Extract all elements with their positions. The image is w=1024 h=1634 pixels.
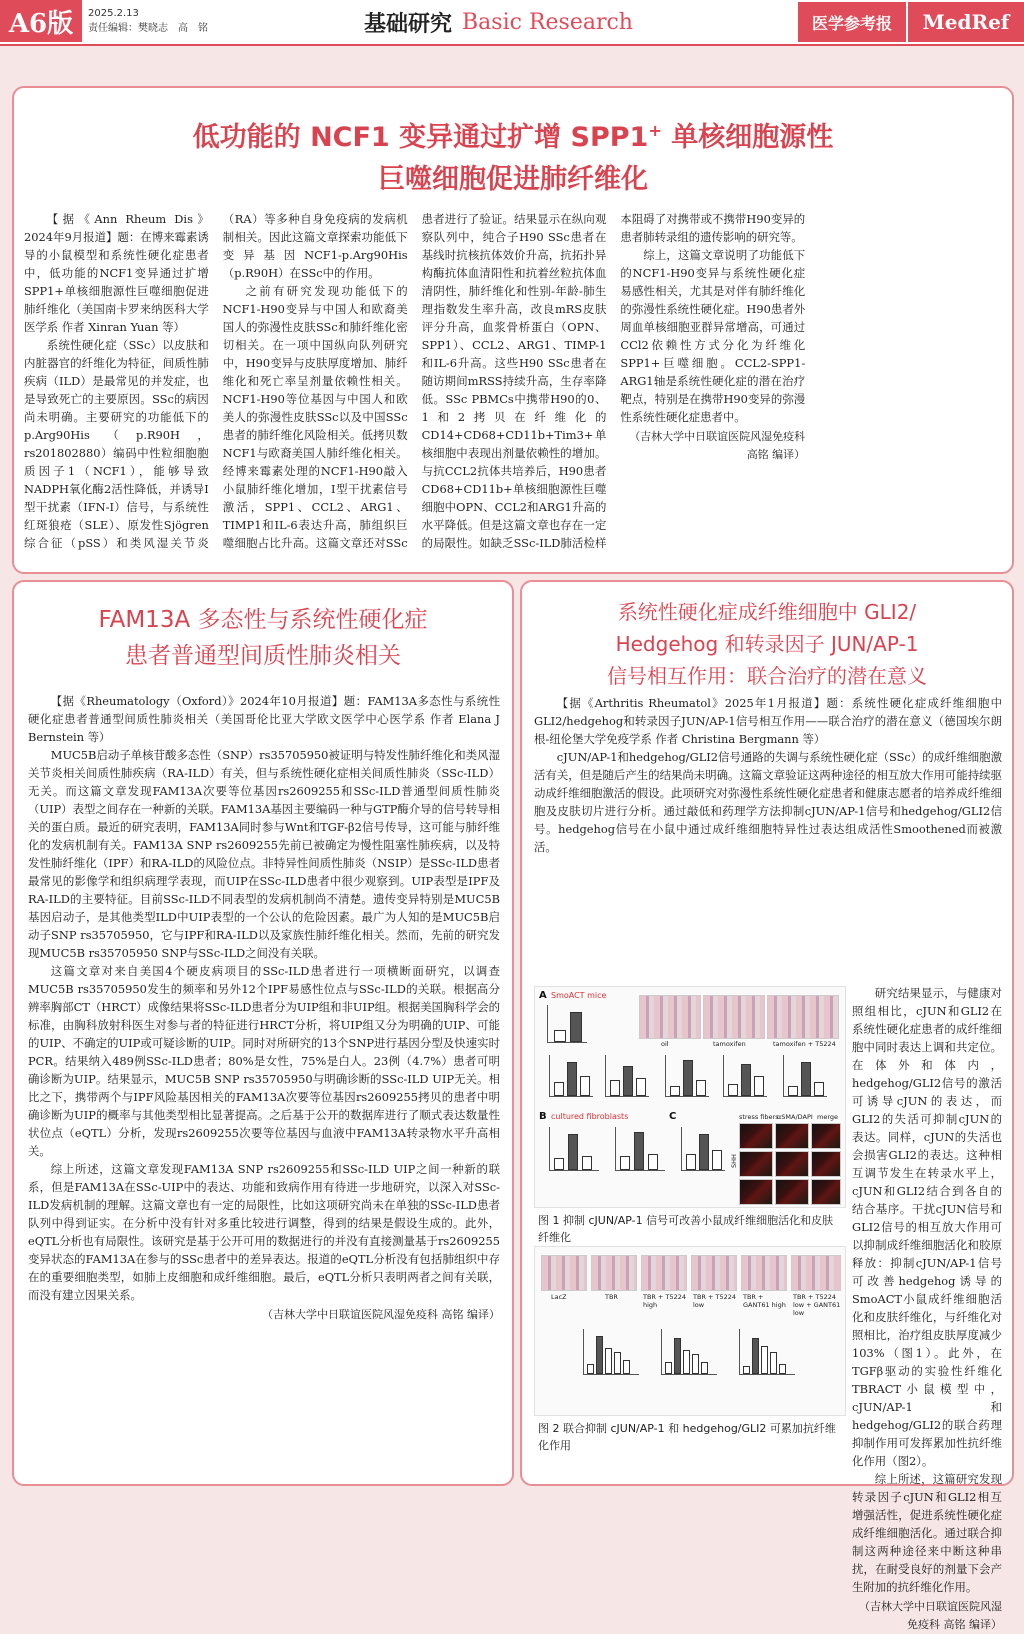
bar-chart bbox=[615, 1127, 665, 1171]
figure-2 bbox=[534, 1246, 846, 1416]
brand-logo-en: MedRef bbox=[908, 2, 1024, 42]
fluorescence-image bbox=[811, 1151, 841, 1177]
panel-b-letter: B bbox=[539, 1111, 547, 1122]
article-ncf1-title bbox=[14, 110, 1012, 201]
panel-a-chart bbox=[547, 1005, 587, 1043]
paragraph: 之前有研究发现功能低下的NCF1-H90变异与中国人和欧裔美国人的弥漫性皮肤SSc和肺纤维化密切相关。在一项中国纵向队列研究中，H90变异与皮肤厚度增加、肺纤维化和死亡率呈剂量依赖性相关。NCF1-H90等位基因与中国人和欧美人的弥漫性皮肤SSc以及中国SSc患者的肺纤维化风险相关。低拷贝数NCF1与欧裔美国人肺纤维化相关。经博来霉素处理的NCF1-H90敲入小鼠肺纤维化增加，I型干扰素信号激活，SPP1、CCL2、ARG1、TIMP1和IL-6表达升高，肺组织巨噬细胞占比升高。这篇文章还对SSc患者进行了验证。结果显示在纵向观察队列中，纯合子H90 SSc患者在基线时抗核抗体效价升高，抗拓扑异构酶抗体血清阳性和抗着丝粒抗体血清阴性，肺纤维化和性别-年龄-肺生理指数发生率升高，改良mRS皮肤评分升高，血浆骨桥蛋白（OPN、SPP1）、CCL2、ARG1、TIMP-1和IL-6升高。这些H90 SSc患者在随访期间mRSS持续升高，生存率降低。SSc PBMCs中携带H90的0、1和2拷贝在纤维化的CD14+CD68+CD11b+Tim3+单核细胞中表现出剂量依赖性的增加。与抗CCL2抗体共培养后，H90患者CD68+CD11b+单核细胞源性巨噬细胞中OPN、CCL2和ARG1升高的水平降低。但是这篇文章也存在一定的局限性。如缺乏SSc-ILD肺活检样本阻碍了对携带或不携带H90变异的患者肺转录组的遗传影响的研究等。 bbox=[222, 212, 806, 550]
brand-logo-cn: 医学参考报 bbox=[798, 2, 906, 42]
section-title-cn: 基础研究 bbox=[364, 11, 453, 37]
bar-chart bbox=[605, 1055, 649, 1097]
article-gli2-body-top bbox=[534, 694, 1002, 856]
bar bbox=[648, 1154, 658, 1170]
histology-image bbox=[691, 1255, 737, 1291]
paragraph: cJUN/AP-1和hedgehog/GLI2信号通路的失调与系统性硬化症（SSc）的成纤维细胞激活有关，但是随后产生的结果尚未明确。这篇文章验证这两种途径的相互放大作用可能持续驱动成纤维细胞激活的假设。此项研究对弥漫性系统性硬化症患者和健康志愿者的培养成纤维细胞及皮肤切片进行分析。通过敲低和药理学方法抑制cJUN/AP-1信号和hedgehog/GLI2信号。hedgehog信号在小鼠中通过成纤维细胞特异性过表达组成活性Smoothened而被激活。 bbox=[534, 750, 1002, 854]
label-tbr-t5224-low: TBR + T5224 low bbox=[693, 1293, 737, 1309]
label-tbr: TBR bbox=[605, 1293, 618, 1301]
bar-chart bbox=[661, 1329, 717, 1375]
label-tamoxifen-t5224: tamoxifen + T5224 bbox=[773, 1040, 836, 1048]
histology-image bbox=[791, 1255, 841, 1291]
bar bbox=[788, 1086, 798, 1096]
bar bbox=[670, 1086, 680, 1096]
label-lacz: LacZ bbox=[551, 1293, 567, 1301]
title-line-2: Hedgehog 和转录因子 JUN/AP-1 bbox=[615, 632, 919, 656]
article-ncf1 bbox=[12, 86, 1014, 574]
bar bbox=[554, 1030, 566, 1042]
bar bbox=[779, 1364, 786, 1374]
paragraph: 研究结果显示，与健康对照组相比，cJUN和GLI2在系统性硬化症患者的成纤维细胞中同时表达上调和共定位。在体外和体内，hedgehog/GLI2信号的激活可诱导cJUN的表达，而GLI2的失活可抑制cJUN的表达。同样，cJUN的失活也会损害GLI2的表达。这种相互调节发生在转录水平上，cJUN和GLI2结合到各自的结合基序。干扰cJUN信号和GLI2信号的相互放大作用可以抑制成纤维细胞活化和胶原释放：抑制cJUN/AP-1信号可改善hedgehog诱导的SmoACT小鼠成纤维细胞活化和皮肤纤维化，与纤维化对照相比，治疗组皮肤厚度减少103%（图1）。此外，在TGFβ驱动的实验性纤维化TBRACT小鼠模型中，cJUN/AP-1和hedgehog/GLI2的联合药理抑制作用可发挥累加性抗纤维化作用（图2）。 bbox=[852, 986, 1002, 1468]
bar-chart bbox=[549, 1127, 599, 1171]
bar bbox=[596, 1336, 603, 1374]
title-line-2: 巨噬细胞促进肺纤维化 bbox=[378, 164, 648, 195]
article-credit: （吉林大学中日联谊医院风湿免疫科 高铭 编译） bbox=[629, 430, 806, 461]
bar bbox=[610, 1080, 620, 1096]
histology-image bbox=[591, 1255, 637, 1291]
bar bbox=[620, 1156, 630, 1170]
bar bbox=[665, 1362, 672, 1374]
histology-image bbox=[541, 1255, 587, 1291]
fluorescence-image bbox=[739, 1179, 773, 1205]
section-title-en: Basic Research bbox=[462, 9, 633, 35]
bar bbox=[692, 1354, 699, 1374]
label-shh: SHH bbox=[729, 1154, 738, 1168]
label-merge: merge bbox=[817, 1113, 839, 1121]
bar bbox=[752, 1338, 759, 1374]
bar bbox=[614, 1352, 621, 1374]
label-tbr-combo: TBR + T5224 low + GANT61 low bbox=[793, 1293, 841, 1317]
bar bbox=[770, 1352, 777, 1374]
histology-image bbox=[641, 1255, 687, 1291]
article-fam13a-body bbox=[28, 692, 500, 1324]
edition-badge: A6版 bbox=[0, 0, 82, 42]
bar bbox=[623, 1360, 630, 1374]
article-fam13a-title bbox=[14, 602, 512, 674]
paragraph: 【据《Ann Rheum Dis》2024年9月报道】题：在博来霉素诱导的小鼠模型和系统性硬化症患者中，低功能的NCF1变异通过扩增SPP1+单核细胞源性巨噬细胞促进肺纤维化（美国南卡罗来纳医科大学医学系 作者 Xinran Yuan 等） bbox=[24, 212, 209, 334]
article-gli2 bbox=[520, 580, 1014, 1631]
bar bbox=[712, 1150, 722, 1170]
figure-1 bbox=[534, 986, 846, 1208]
header-meta bbox=[88, 6, 208, 36]
bar bbox=[761, 1346, 768, 1374]
bar-chart bbox=[549, 1055, 593, 1097]
header-divider bbox=[0, 44, 1024, 46]
bar bbox=[570, 1012, 582, 1042]
histology-image-tamoxifen bbox=[703, 995, 765, 1039]
bar bbox=[587, 1364, 594, 1374]
bar bbox=[728, 1084, 738, 1096]
title-line-1: 系统性硬化症成纤维细胞中 GLI2/ bbox=[617, 600, 917, 624]
fluorescence-image bbox=[739, 1123, 773, 1149]
bar-chart bbox=[681, 1127, 725, 1171]
title-line-3: 信号相互作用：联合治疗的潜在意义 bbox=[607, 664, 927, 688]
bar bbox=[568, 1134, 578, 1170]
bar bbox=[696, 1080, 706, 1096]
bar bbox=[683, 1350, 690, 1374]
bar bbox=[674, 1338, 681, 1374]
fluorescence-image bbox=[775, 1123, 809, 1149]
issue-date: 2025.2.13 bbox=[88, 8, 139, 19]
histology-image bbox=[741, 1255, 787, 1291]
bar bbox=[580, 1076, 590, 1096]
page-header bbox=[0, 0, 1024, 46]
bar bbox=[743, 1366, 750, 1374]
bar bbox=[554, 1082, 564, 1096]
bar bbox=[623, 1066, 633, 1096]
label-oil: oil bbox=[661, 1040, 669, 1048]
bar-chart bbox=[665, 1055, 709, 1097]
article-gli2-title bbox=[522, 596, 1012, 692]
label-tbr-t5224: TBR + T5224 high bbox=[643, 1293, 687, 1309]
bar bbox=[582, 1156, 592, 1170]
paragraph: 系统性硬化症（SSc）以皮肤和内脏器官的纤维化为特征，间质性肺疾病（ILD）是最常见的并发症，也是导致死亡的主要原因。SSc的病因尚未明确。主要研究的功能低下的p.Arg90His（p.R90H，rs201802880）编码中性粒细胞胞质因子1（NCF1），能够导致NADPH氧化酶2活性降低，并诱导I型干扰素（IFN-I）信号，与系统性红斑狼疮（SLE）、原发性Sjögren综合征（pSS）和类风湿关节炎（RA）等多种自身免疫病的发病机制相关。因此这篇文章探索功能低下变异基因NCF1-p.Arg90His（p.R90H）在SSc中的作用。 bbox=[24, 212, 408, 550]
section-title bbox=[364, 4, 633, 40]
paragraph: 综上所述，这篇文章发现FAM13A SNP rs2609255和SSc-ILD UIP之间一种新的联系，但是FAM13A在SSc-UIP中的表达、功能和致病作用有待进一步地研究，以深入对SSc-ILD发病机制的理解。这篇文章也有一定的局限性，比如这项研究尚未在单独的SSc-ILD患者队列中得到证实。在分析中没有针对多重比较进行调整，得到的结果是假设生成的。此外，eQTL分析也有局限性。该研究是基于公开可用的数据进行的并没有直接测量基于rs2609255变异状态的FAM13A在参与的SSc患者中的差异表达。报道的eQTL分析没有包括肺组织中存在的重要细胞类型，如肺上皮细胞和成纤维细胞。最后，eQTL分析只表明两者之间有关联，而没有建立因果关系。 bbox=[28, 1162, 500, 1302]
bar bbox=[754, 1076, 764, 1096]
bar bbox=[741, 1064, 751, 1096]
bar bbox=[814, 1082, 824, 1096]
paragraph: 综上所述，这篇研究发现转录因子cJUN和GLI2相互增强活性，促进系统性硬化症成纤维细胞活化。通过联合抑制这两种途径来中断这种串扰，在耐受良好的剂量下会产生附加的抗纤维化作用。 bbox=[852, 1472, 1002, 1594]
bar-chart bbox=[783, 1055, 827, 1097]
fluorescence-image bbox=[811, 1123, 841, 1149]
article-ncf1-body bbox=[24, 210, 1004, 566]
title-line-1-end: 单核细胞源性 bbox=[661, 122, 834, 153]
panel-c-letter: C bbox=[669, 1111, 677, 1122]
bar bbox=[554, 1158, 564, 1170]
bar bbox=[699, 1134, 709, 1170]
paragraph: 【据《Rheumatology（Oxford）》2024年10月报道】题：FAM13A多态性与系统性硬化症患者普通型间质性肺炎相关（美国哥伦比亚大学欧文医学中心医学系 作者 Elana J Bernstein 等） bbox=[28, 694, 500, 744]
figure-1-caption: 图 1 抑制 cJUN/AP-1 信号可改善小鼠成纤维细胞活化和皮肤纤维化 bbox=[538, 1214, 834, 1244]
bar bbox=[567, 1062, 577, 1096]
article-credit: （吉林大学中日联谊医院风湿免疫科 高铭 编译） bbox=[262, 1308, 500, 1321]
paragraph: MUC5B启动子单核苷酸多态性（SNP）rs35705950被证明与特发性肺纤维化和类风湿关节炎相关间质性肺疾病（RA-ILD）有关，但与系统性硬化症相关间质性肺炎（SSc-ILD）无关。而这篇文章发现FAM13A次要等位基因rs2609255和SSc-ILD普通型间质性肺炎（UIP）表型之间存在一种新的关联。FAM13A基因主要编码一种与GTP酶介导的信号转导相关的蛋白质。最近的研究表明，FAM13A同时参与Wnt和TGF-β2信号传导，这可能与肺纤维化的发病机制有关。FAM13A SNP rs2609255先前已被确定为慢性阻塞性肺疾病，以及特发性肺纤维化（IPF）和RA-ILD的风险位点。非特异性间质性肺炎（NSIP）是SSc-ILD患者最常见的影像学和组织病理学表现，而UIP在SSc-ILD患者中很少观察到。UIP表型是IPF及RA-ILD的主要特征。目前SSc-ILD不同表型的发病机制尚不清楚。遗传变异特别是MUC5B基因启动子，是其他类型ILD中UIP表型的一个公认的危险因素。最广为人知的是MUC5B启动子SNP rs35705950，它与IPF和RA-ILD以及家族性肺纤维化相关。然而，先前的研究发现MUC5B rs35705950 SNP与SSc-ILD之间没有关联。 bbox=[28, 748, 500, 960]
title-line-1: 低功能的 NCF1 变异通过扩增 SPP1 bbox=[192, 122, 649, 153]
paragraph: 【据《Arthritis Rheumatol》2025年1月报道】题：系统性硬化症成纤维细胞中GLI2/hedgehog和转录因子JUN/AP-1信号相互作用——联合治疗的潜在意义（德国埃尔朗根-纽伦堡大学免疫学系 作者 Christina Bergmann 等） bbox=[534, 696, 1002, 746]
fluorescence-image bbox=[739, 1151, 773, 1177]
bar bbox=[701, 1362, 708, 1374]
panel-a-letter: A bbox=[539, 990, 547, 1001]
label-asma-dapi: αSMA/DAPI bbox=[777, 1113, 813, 1121]
bar bbox=[634, 1132, 644, 1170]
article-gli2-body-side bbox=[852, 984, 1002, 1634]
bar-chart bbox=[723, 1055, 767, 1097]
paragraph: 这篇文章对来自美国4个硬皮病项目的SSc-ILD患者进行一项横断面研究，以调查MUC5B rs35705950发生的频率和另外12个IPF易感性位点与SSc-ILD的关联。根据高分辨率胸部CT（HRCT）成像结果将SSc-ILD患者分为UIP组和非UIP组。根据美国胸科学会的标准，由胸科放射科医生对参与者的特征进行HRCT分析，将UIP组又分为明确的UIP、可能的UIP、不确定的UIP或可疑诊断的UIP。同时对所研究的13个SNP进行基因分型及快速实时PCR。结果纳入489例SSc-ILD患者；80%是女性，75%是白人。23例（4.7%）患者可明确诊断为UIP。结果显示，MUC5B SNP rs35705950与明确诊断的SSc-ILD UIP无关。相比之下，携带两个与IPF风险基因相关的FAM13A次要等位基因rs2609255拷贝的患者中明确诊断为UIP的概率与其他类型相比显著提高。之后基于公开的数据库进行了顺式表达数量性状位点（eQTL）分析，发现rs2609255次要等位基因与血液中FAM13A转录物水平升高相关。 bbox=[28, 964, 500, 1158]
bar bbox=[801, 1062, 811, 1096]
bar bbox=[683, 1060, 693, 1096]
title-sup: + bbox=[648, 121, 662, 140]
paragraph: 综上，这篇文章说明了功能低下的NCF1-H90变异与系统性硬化症易感性相关，尤其是对伴有肺纤维化的弥漫性系统性硬化症。H90患者外周血单核细胞亚群异常增高，可通过CCl2依赖性方式分化为纤维化SPP1+巨噬细胞。CCL2-SPP1-ARG1轴是系统性硬化症的潜在治疗靶点，特别是在携带H90变异的弥漫性系统性硬化症患者中。 bbox=[620, 248, 806, 424]
fluorescence-image bbox=[775, 1151, 809, 1177]
bar-chart bbox=[583, 1329, 639, 1375]
label-tamoxifen: tamoxifen bbox=[713, 1040, 746, 1048]
bar bbox=[605, 1348, 612, 1374]
panel-b-title: cultured fibroblasts bbox=[551, 1112, 629, 1121]
bar-chart bbox=[739, 1329, 795, 1375]
title-line-1: FAM13A 多态性与系统性硬化症 bbox=[98, 607, 428, 633]
editors: 责任编辑：樊晓志 高 铭 bbox=[88, 23, 208, 34]
label-stress-fibers: stress fibers bbox=[739, 1113, 779, 1121]
article-credit: （吉林大学中日联谊医院风湿免疫科 高铭 编译） bbox=[859, 1600, 1002, 1631]
histology-image-oil bbox=[639, 995, 701, 1039]
histology-image-tamoxifen-t5224 bbox=[767, 995, 839, 1039]
label-tbr-gant: TBR + GANT61 high bbox=[743, 1293, 786, 1309]
panel-a-title: SmoACT mice bbox=[551, 991, 607, 1000]
bar bbox=[686, 1154, 696, 1170]
bar bbox=[636, 1078, 646, 1096]
title-line-2: 患者普通型间质性肺炎相关 bbox=[125, 643, 401, 669]
article-fam13a bbox=[12, 580, 514, 1486]
fluorescence-image bbox=[775, 1179, 809, 1205]
figure-2-caption: 图 2 联合抑制 cJUN/AP-1 和 hedgehog/GLI2 可累加抗纤维化作用 bbox=[538, 1422, 836, 1452]
fluorescence-image bbox=[811, 1179, 841, 1205]
